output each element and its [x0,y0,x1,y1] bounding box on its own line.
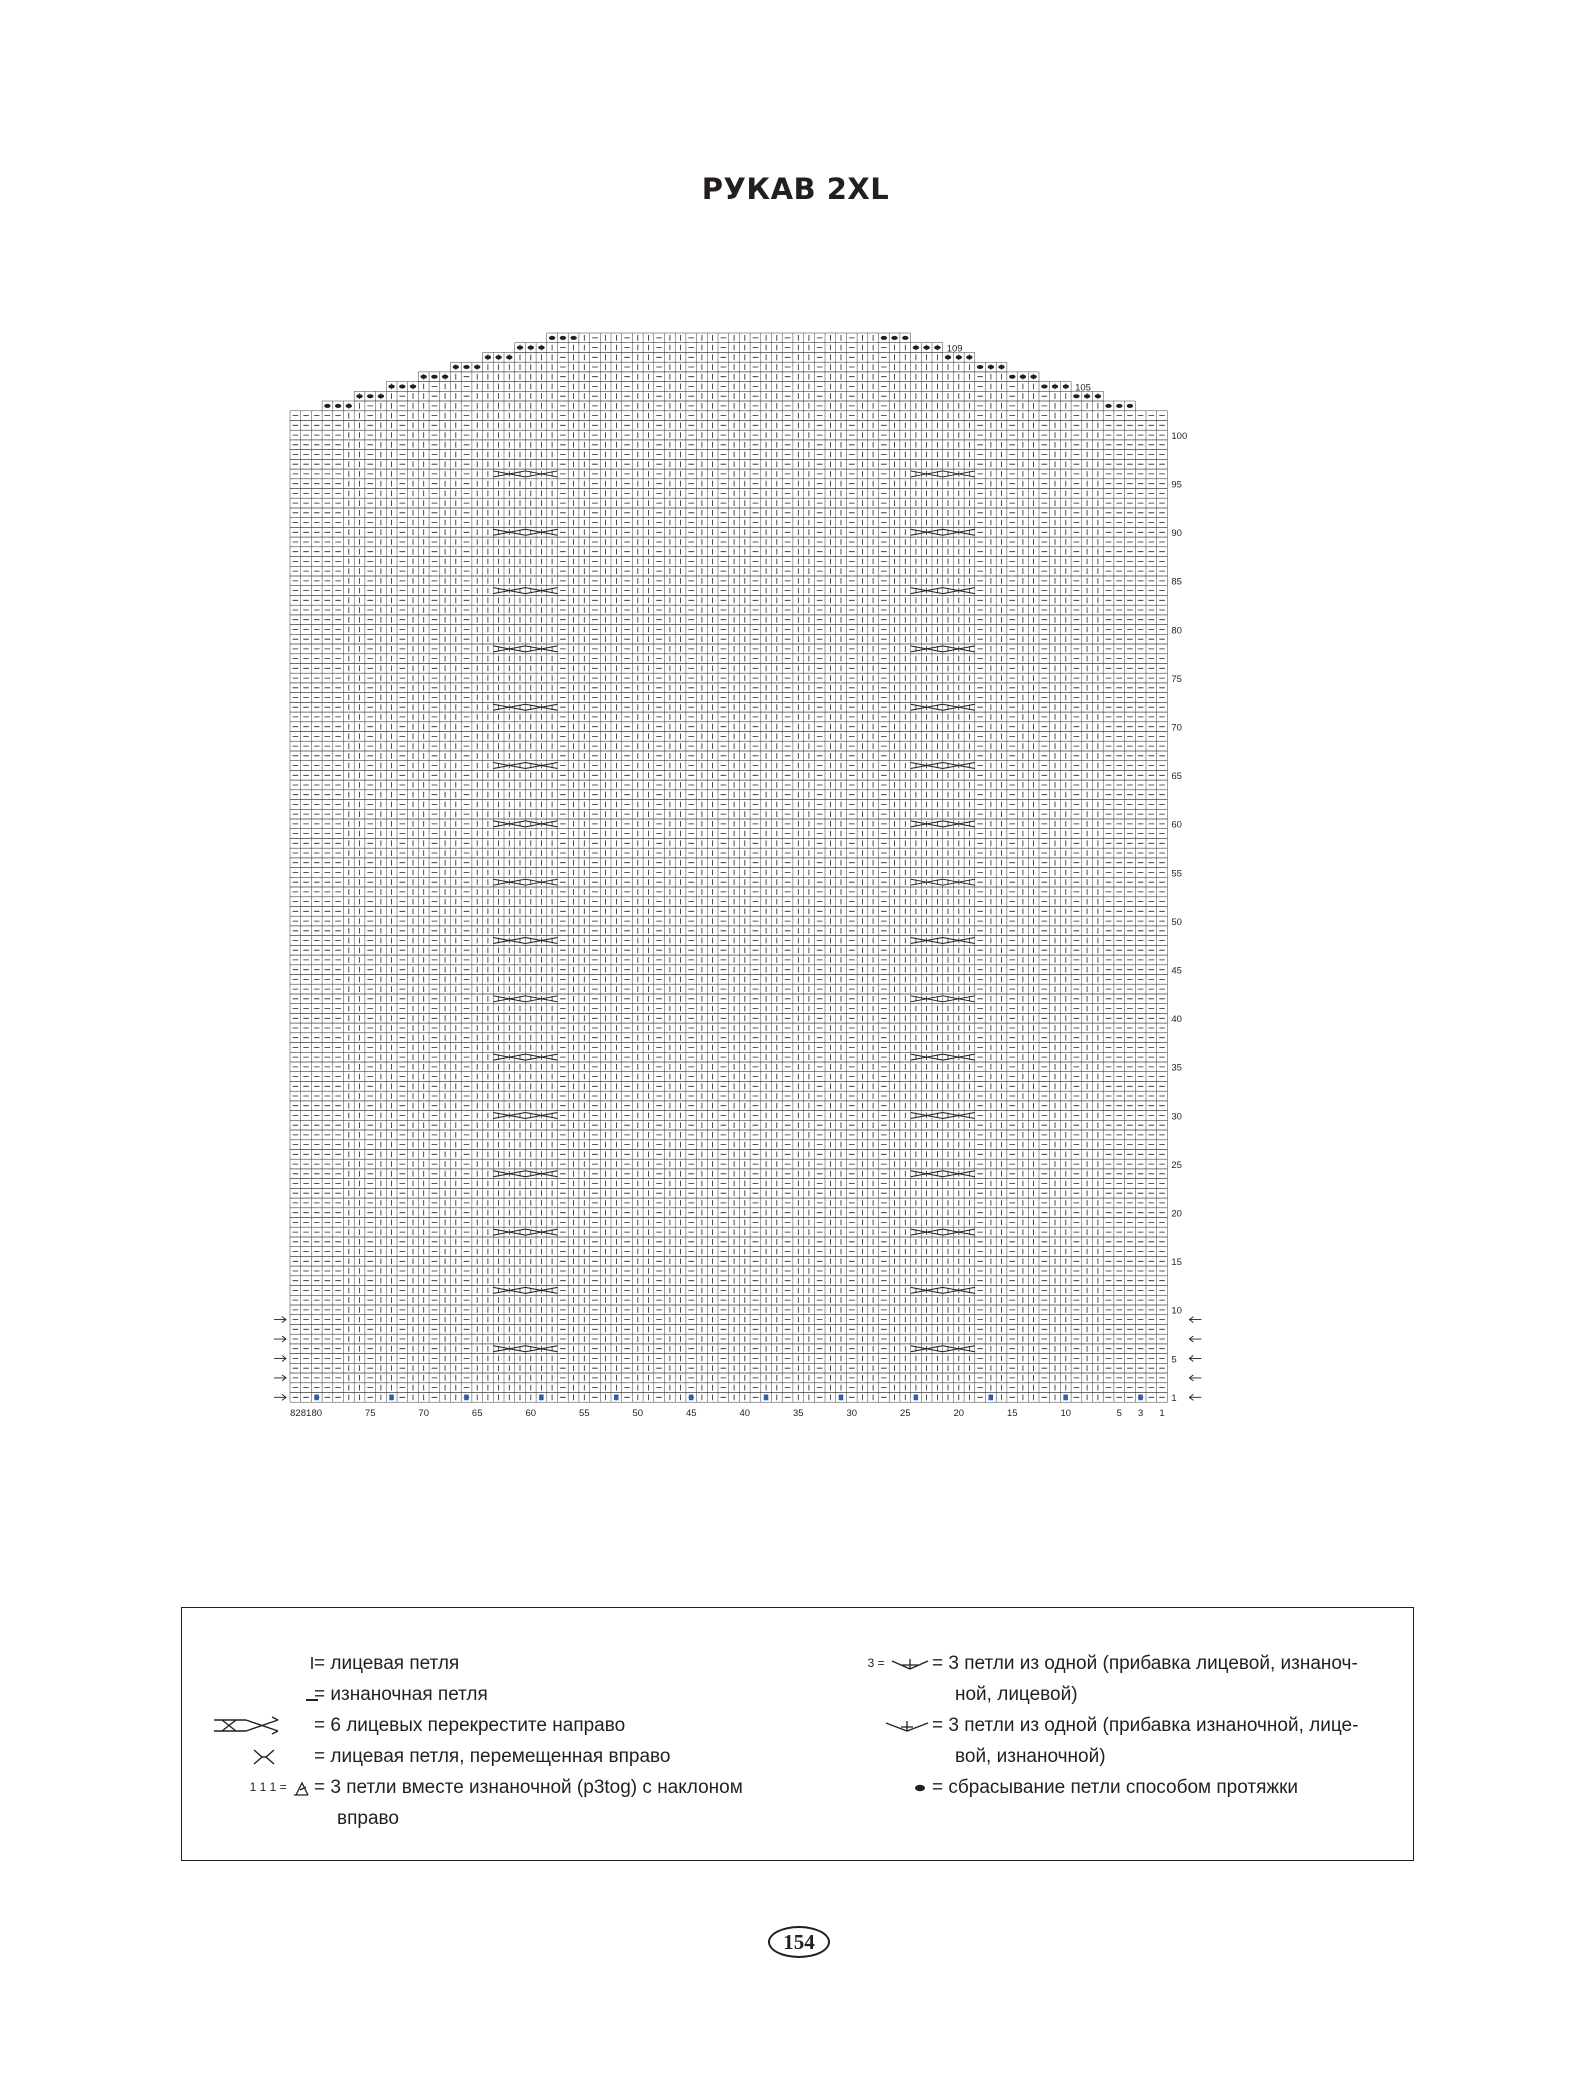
bind-off-mark [560,336,566,340]
bind-off-mark [988,365,994,369]
column-label: 55 [579,1408,590,1420]
bind-off-mark [474,365,480,369]
legend-text: = 3 петли вместе изнаночной (p3tog) с наклоном [314,1777,743,1798]
bind-off-mark [431,375,437,379]
row-label: 20 [1171,1208,1182,1220]
increase-marker [839,1395,844,1401]
legend-text: = лицевая петля [314,1653,460,1674]
row-label: 25 [1171,1159,1182,1171]
bind-off-mark [1084,394,1090,398]
chart-grid [290,333,1167,1402]
legend-text: = 3 петли из одной (прибавка лицевой, изнаноч- [932,1653,1358,1674]
legend-text-cont: вправо [337,1808,399,1829]
bind-off-mark [1073,394,1079,398]
increase-marker [764,1395,769,1401]
bind-off-mark [902,336,908,340]
bind-off-mark [495,355,501,359]
bind-off-mark [1020,375,1026,379]
bind-off-mark [1095,394,1101,398]
row-label: 40 [1171,1014,1182,1026]
column-label: 82 [290,1408,301,1420]
bind-off-mark [421,375,427,379]
bind-off-mark [442,375,448,379]
increase-marker [1063,1395,1068,1401]
bind-off-icon [832,1772,932,1813]
bind-off-mark [1127,404,1133,408]
legend-text-cont: ной, лицевой) [955,1684,1078,1705]
row-label: 1 [1171,1393,1177,1405]
bind-off-mark [1009,375,1015,379]
bind-off-mark [453,365,459,369]
column-label: 35 [793,1408,804,1420]
bind-off-mark [998,365,1004,369]
bind-off-mark [881,336,887,340]
bind-off-mark [378,394,384,398]
page-title: РУКАВ 2XL [701,172,890,206]
row-label: 105 [1075,382,1091,394]
bind-off-mark [913,346,919,350]
row-label: 30 [1171,1111,1182,1123]
bind-off-mark [538,346,544,350]
bind-off-mark [934,346,940,350]
bind-off-mark [891,336,897,340]
legend-text: = 3 петли из одной (прибавка изнаночной, лице- [932,1715,1359,1736]
row-label: 90 [1171,528,1182,540]
row-label: 50 [1171,916,1182,928]
bind-off-mark [570,336,576,340]
increase-kpk-icon [832,1648,932,1679]
arrow-right-icon [274,1375,286,1381]
column-label: 65 [471,1408,483,1420]
column-label: 75 [364,1408,376,1420]
bind-off-mark [977,365,983,369]
row-label: 55 [1171,868,1182,880]
legend-box [181,1607,1414,1861]
legend-text: = сбрасывание петли способом протяжки [932,1777,1298,1798]
bind-off-mark [324,404,330,408]
row-label: 109 [946,343,963,355]
bind-off-mark [410,385,416,389]
column-label: 80 [311,1408,323,1420]
bind-off-mark [1030,375,1036,379]
bind-off-mark [1063,385,1069,389]
arrow-left-icon [1189,1375,1201,1381]
increase-marker [989,1395,994,1401]
row-label: 65 [1171,771,1182,783]
column-label: 3 [1137,1408,1144,1420]
bind-off-mark [1105,404,1111,408]
column-label: 20 [953,1408,965,1420]
increase-marker [539,1395,544,1401]
bind-off-mark [335,404,341,408]
increase-pkp-icon [832,1710,932,1741]
column-label: 1 [1159,1408,1165,1420]
legend-text: = 6 лицевых перекрестите направо [314,1715,626,1736]
legend-text-cont: вой, изнаночной) [955,1746,1106,1767]
increase-marker [389,1395,394,1401]
row-label: 60 [1171,819,1182,831]
bind-off-mark [945,355,951,359]
column-label: 81 [300,1408,312,1420]
row-label: 70 [1171,722,1182,734]
column-label: 5 [1116,1408,1122,1420]
bind-off-mark [923,346,929,350]
bind-off-mark [549,336,555,340]
arrow-left-icon [1189,1355,1201,1361]
p3tog-prefix: 1 1 1 = [249,1780,287,1794]
knitting-chart [270,318,1330,1438]
increase-marker [914,1395,919,1401]
row-label: 80 [1171,625,1182,637]
legend-text: = изнаночная петля [314,1684,488,1705]
increase-marker [614,1395,619,1401]
column-label: 40 [739,1408,751,1420]
arrow-right-icon [274,1394,286,1400]
bind-off-mark [346,404,352,408]
bind-off-mark [463,365,469,369]
bind-off-mark [367,394,373,398]
row-label: 45 [1171,965,1182,977]
increase-prefix: 3 = [867,1656,885,1670]
column-label: 70 [418,1408,429,1420]
column-label: 10 [1060,1408,1072,1420]
bind-off-mark [1116,404,1122,408]
column-label: 50 [632,1408,644,1420]
column-label: 15 [1007,1408,1018,1420]
grid-lines [290,333,1167,1402]
bind-off-mark [528,346,534,350]
bind-off-mark [399,385,405,389]
page-number: 154 [768,1926,830,1958]
bind-off-mark [356,394,362,398]
arrow-left-icon [1189,1317,1201,1323]
row-label: 15 [1171,1257,1182,1269]
bind-off-mark [388,385,394,389]
increase-marker [1138,1395,1143,1401]
row-label: 100 [1171,430,1188,442]
arrow-left-icon [1189,1336,1201,1342]
bind-off-mark [517,346,523,350]
bind-off-mark [506,355,512,359]
bind-off-mark [1052,385,1058,389]
row-label: 95 [1171,479,1182,491]
legend-text: = лицевая петля, перемещенная вправо [314,1746,671,1767]
column-label: 25 [900,1408,911,1420]
increase-marker [689,1395,694,1401]
bind-off-mark [966,355,972,359]
p3tog-icon [224,1772,312,1803]
row-label: 10 [1171,1305,1182,1317]
column-label: 30 [846,1408,858,1420]
row-label: 75 [1171,673,1182,685]
increase-marker [314,1395,319,1401]
column-label: 45 [686,1408,697,1420]
column-label: 60 [525,1408,537,1420]
arrow-right-icon [274,1317,286,1323]
bind-off-mark [485,355,491,359]
arrow-right-icon [274,1336,286,1342]
bind-off-mark [956,355,962,359]
arrow-right-icon [274,1355,286,1361]
increase-marker [464,1395,469,1401]
arrow-left-icon [1189,1394,1201,1400]
row-label: 35 [1171,1062,1182,1074]
row-label: 5 [1171,1354,1177,1366]
row-label: 85 [1171,576,1182,588]
bind-off-mark [1041,385,1047,389]
